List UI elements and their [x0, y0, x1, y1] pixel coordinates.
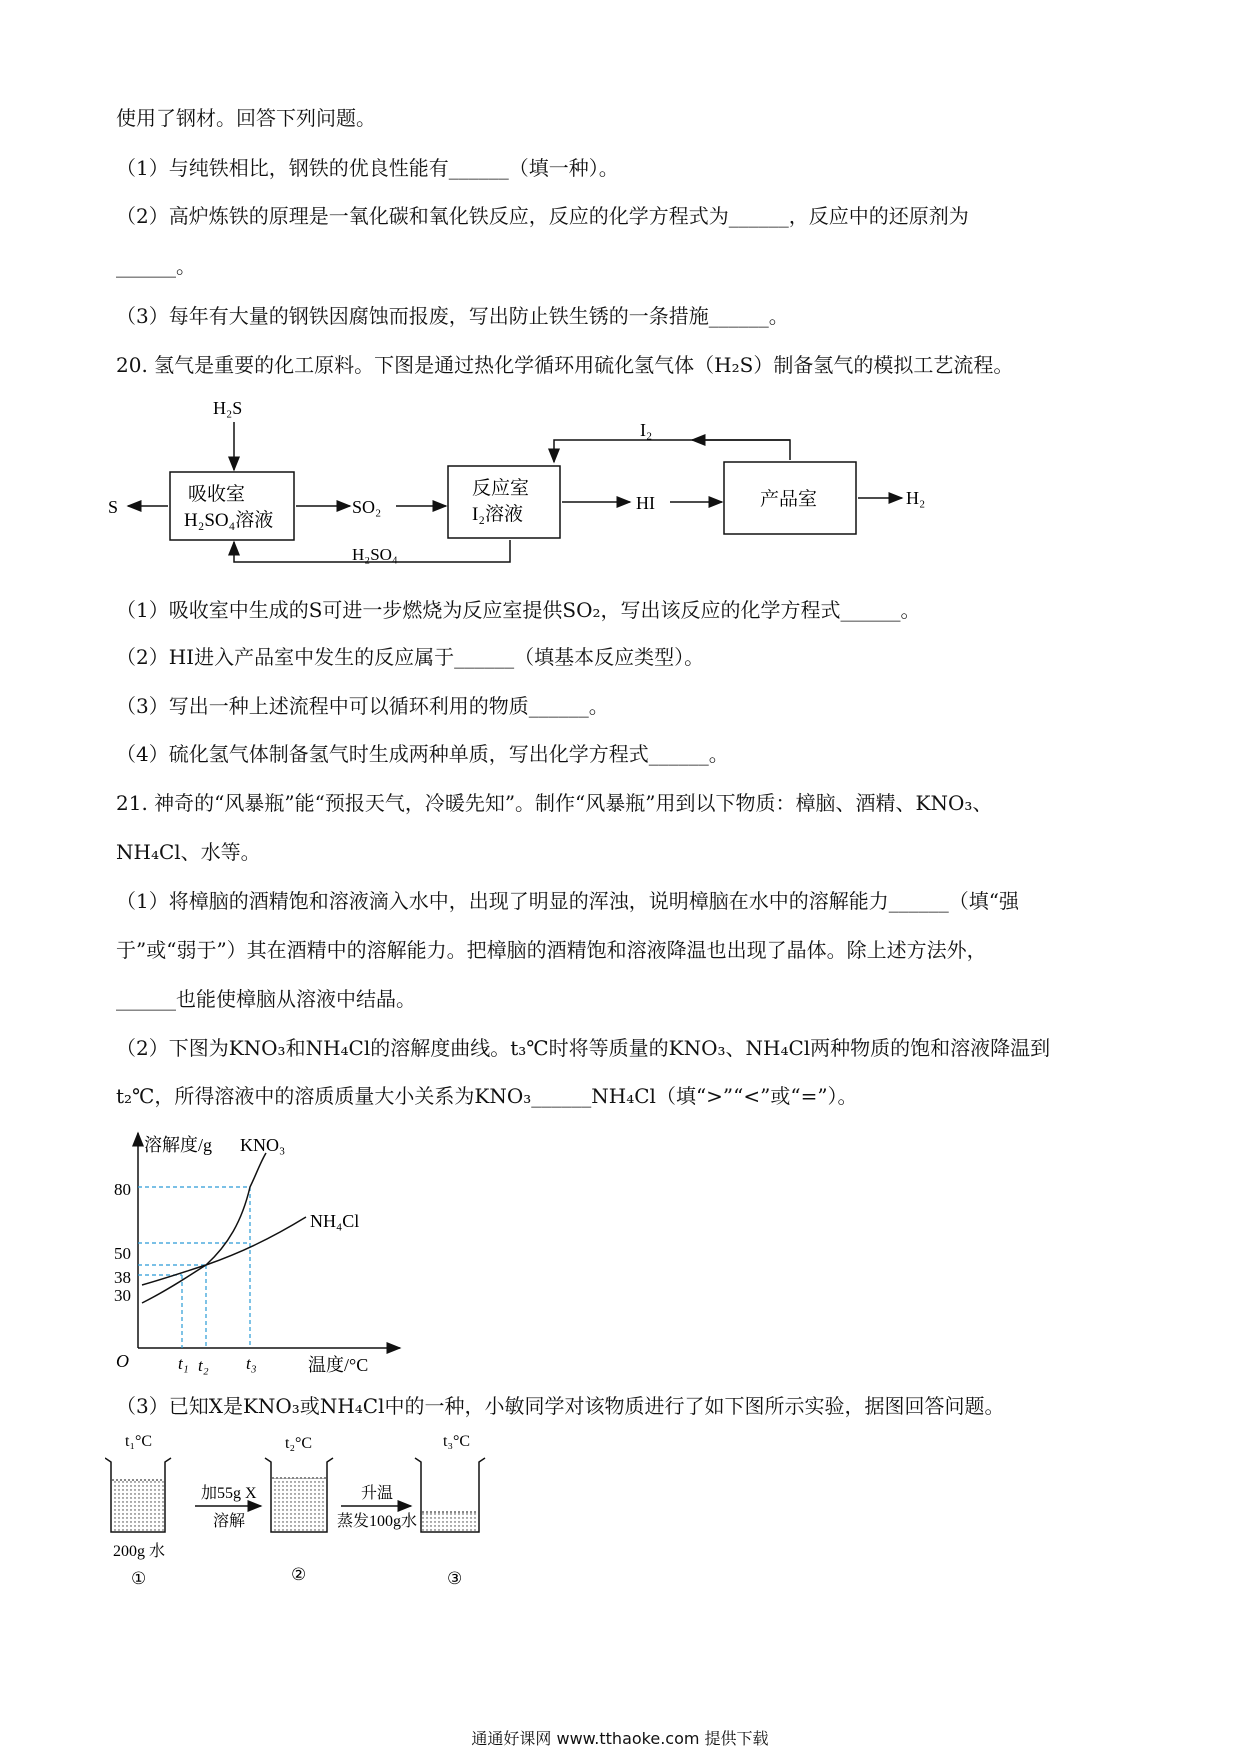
y-axis-label: 溶解度/g — [144, 1135, 213, 1155]
question-21-2-cont: t₂℃，所得溶液中的溶质质量大小关系为KNO₃______NH₄Cl（填“>”“<”或“=”）。 — [116, 1084, 858, 1108]
beaker-1-temp: t₁°C — [125, 1433, 153, 1450]
kno3-curve — [142, 1153, 266, 1303]
sulfur-output-label: S — [108, 497, 119, 517]
question-20-3: （3）写出一种上述流程中可以循环利用的物质______。 — [116, 694, 609, 718]
text-line: 使用了钢材。回答下列问题。 — [116, 106, 376, 130]
origin-label: O — [116, 1351, 129, 1371]
question-20-1: （1）吸收室中生成的S可进一步燃烧为反应室提供SO₂，写出该反应的化学方程式______。 — [116, 598, 921, 622]
arrow-1-bottom: 溶解 — [213, 1513, 246, 1530]
arrow-1-top: 加55g X — [201, 1485, 257, 1502]
question-21-2: （2）下图为KNO₃和NH₄Cl的溶解度曲线。t₃℃时将等质量的KNO₃、NH₄Cl两种物质的饱和溶液降温到 — [116, 1036, 1051, 1060]
step-3-label: ③ — [447, 1569, 463, 1588]
x-tick-label: t₂ — [198, 1356, 209, 1375]
beaker-3-temp: t₃°C — [443, 1433, 471, 1450]
y-tick-label: 50 — [114, 1244, 131, 1263]
reaction-chamber-label: 反应室 — [472, 478, 530, 499]
absorption-chamber-solution: H₂SO₄溶液 — [184, 510, 274, 531]
step-2-label: ② — [291, 1565, 307, 1584]
h2-output-label: H₂ — [906, 488, 926, 508]
hi-label: HI — [636, 493, 655, 513]
arrow-2-bottom: 蒸发100g水 — [337, 1513, 418, 1530]
process-flow-diagram — [100, 390, 980, 580]
reaction-chamber-box — [448, 466, 560, 538]
step-1-label: ① — [131, 1569, 147, 1588]
question-19-2-cont: ______。 — [116, 254, 196, 278]
x-tick-label: t₁ — [178, 1354, 189, 1373]
i2-label: I₂ — [640, 420, 653, 440]
series-label-kno3: KNO₃ — [240, 1135, 286, 1155]
water-label: 200g 水 — [113, 1543, 166, 1560]
product-chamber-label: 产品室 — [760, 489, 818, 510]
absorption-chamber-label: 吸收室 — [188, 484, 246, 505]
beaker-2-temp: t₂°C — [285, 1435, 313, 1452]
series-label-nh4cl: NH₄Cl — [310, 1211, 360, 1231]
question-21-1-cont2: ______也能使樟脑从溶液中结晶。 — [116, 987, 416, 1011]
x-tick-label: t₃ — [246, 1354, 257, 1373]
page-footer: 通通好课网 www.tthaoke.com 提供下载 — [471, 1729, 769, 1748]
experiment-diagram — [105, 1428, 545, 1598]
question-21-intro: 21. 神奇的“风暴瓶”能“预报天气，冷暖先知”。制作“风暴瓶”用到以下物质：樟脑、酒精、KNO₃、 — [116, 791, 993, 815]
solubility-chart — [110, 1125, 410, 1375]
question-20-4: （4）硫化氢气体制备氢气时生成两种单质，写出化学方程式______。 — [116, 742, 729, 766]
question-19-2: （2）高炉炼铁的原理是一氧化碳和氧化铁反应，反应的化学方程式为______，反应中的还原剂为 — [116, 204, 969, 228]
so2-label: SO₂ — [352, 497, 382, 517]
question-20-2: （2）HI进入产品室中发生的反应属于______（填基本反应类型）。 — [116, 645, 705, 669]
question-19-1: （1）与纯铁相比，钢铁的优良性能有______（填一种）。 — [116, 156, 619, 180]
question-20-intro: 20. 氢气是重要的化工原料。下图是通过热化学循环用硫化氢气体（H₂S）制备氢气的模拟工艺流程。 — [116, 353, 1014, 377]
y-tick-label: 38 — [114, 1268, 131, 1287]
question-21-1-cont: 于”或“弱于”）其在酒精中的溶解能力。把樟脑的酒精饱和溶液降温也出现了晶体。除上述方法外， — [116, 938, 987, 962]
h2s-input-label: H₂S — [213, 398, 243, 418]
question-21-intro-cont: NH₄Cl、水等。 — [116, 840, 261, 864]
arrow-2-top: 升温 — [361, 1485, 394, 1502]
h2so4-return-label: H₂SO₄ — [352, 545, 398, 564]
y-tick-label: 80 — [114, 1180, 131, 1199]
x-axis-label: 温度/°C — [308, 1355, 369, 1375]
question-21-1: （1）将樟脑的酒精饱和溶液滴入水中，出现了明显的浑浊，说明樟脑在水中的溶解能力______（填“强 — [116, 889, 1019, 913]
y-tick-label: 30 — [114, 1286, 131, 1305]
question-21-3: （3）已知X是KNO₃或NH₄Cl中的一种，小敏同学对该物质进行了如下图所示实验，据图回答问题。 — [116, 1394, 1005, 1418]
reaction-chamber-solution: I₂溶液 — [472, 504, 523, 525]
question-19-3: （3）每年有大量的钢铁因腐蚀而报废，写出防止铁生锈的一条措施______。 — [116, 304, 789, 328]
